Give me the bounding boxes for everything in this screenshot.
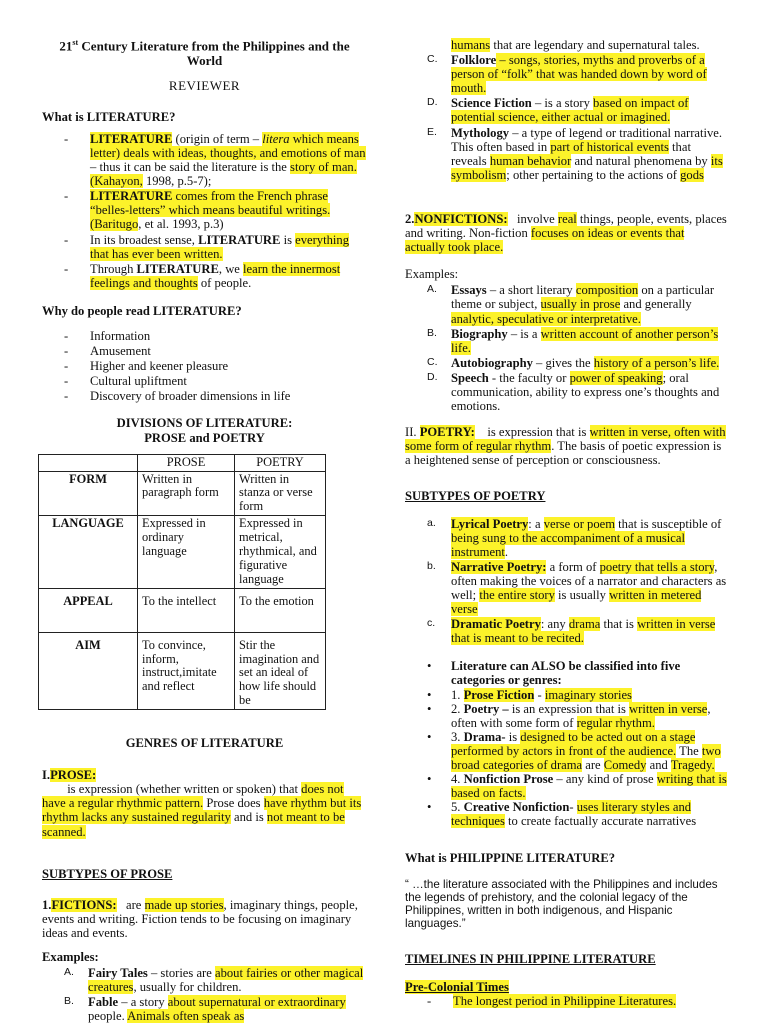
definition-item: - Through LITERATURE, we learn the innermost feelings and thoughts of people.	[42, 262, 367, 290]
poetry-subtype-item: b. Narrative Poetry: a form of poetry that tells a story, often making the voices of a narrator and characters as well; the entire story is usually written in metered verse	[427, 559, 727, 617]
column-header-poetry: POETRY	[235, 454, 326, 471]
fiction-examples-continued	[405, 38, 727, 182]
table-row: APPEAL To the intellect To the emotion	[39, 588, 326, 632]
table-row: AIM To convince, inform, instruct,imitate and reflect Stir the imagination and set an ideal of how life should be	[39, 632, 326, 709]
reason-item: - Discovery of broader dimensions in life	[42, 389, 367, 403]
question-why-read: Why do people read LITERATURE?	[42, 303, 242, 318]
reason-item: - Information	[42, 329, 367, 343]
genre-categories-list	[405, 659, 727, 828]
genre-item: • 1. Prose Fiction - imaginary stories	[405, 688, 727, 702]
definition-item: - In its broadest sense, LITERATURE is everything that has ever been written.	[42, 233, 367, 261]
table-row: LANGUAGE Expressed in ordinary language Expressed in metrical, rhythmical, and figurative language	[39, 516, 326, 588]
definition-item: - LITERATURE (origin of term – litera which means letter) deals with ideas, thoughts, and emotions of man – thus it can be said the literature is the story of man. (Kahayon, 1998, p.5-7);	[42, 132, 367, 188]
reasons-list	[42, 329, 367, 403]
left-column	[42, 0, 367, 1025]
subtypes-poetry-heading: SUBTYPES OF POETRY	[405, 489, 546, 504]
divisions-heading: DIVISIONS OF LITERATURE: PROSE and POETRY	[116, 416, 293, 445]
example-item: A. Essays – a short literary composition on a particular theme or subject, usually in prose and generally analytic, speculative or interpretative.	[427, 283, 715, 326]
philippine-literature-quote: “ …the literature associated with the Philippines and includes the legends of prehistory, and the colonial legacy of the Philippines, written in both indigenous, and Hispanic languages.”	[405, 877, 718, 930]
title-number: 21	[59, 38, 73, 54]
prose-poetry-table	[38, 454, 326, 710]
precolonial-item: - The longest period in Philippine Literatures.	[405, 994, 727, 1008]
nonfiction-examples	[405, 283, 727, 413]
table-corner	[39, 454, 138, 471]
genre-item: • 2. Poetry – is an expression that is written in verse, often with some form of regular rhythm.	[405, 702, 727, 730]
right-column	[405, 0, 727, 1009]
nonfictions-definition: 2.NONFICTIONS: involve real things, people, events, places and writing. Non-fiction focuses on ideas or events that actually took place.	[405, 211, 727, 255]
genre-item: • 3. Drama- is designed to be acted out on a stage performed by actors in front of the audience. The two broad categories of drama are Comedy and Tragedy.	[405, 730, 727, 772]
fictions-definition: 1.FICTIONS: are made up stories, imaginary things, people, events and writing. Fiction tends to be focusing on imaginary ideas and events.	[42, 897, 358, 940]
column-header-prose: PROSE	[138, 454, 235, 471]
prose-definition: I.PROSE: is expression (whether written or spoken) that does not have a regular rhythmic pattern. Prose does have rhythm but its rhythm lacks any sustained regularity and is not meant to be scanned.	[42, 768, 362, 839]
genres-heading: GENRES OF LITERATURE	[125, 736, 284, 751]
fiction-examples	[42, 966, 367, 1023]
example-item: D. Science Fiction – is a story based on impact of potential science, either actual or imagined.	[427, 96, 689, 125]
genre-item: • 5. Creative Nonfiction- uses literary styles and techniques to create factually accurate narratives	[405, 800, 727, 828]
example-item: D. Speech - the faculty or power of speaking; oral communication, ability to express one’s thoughts and emotions.	[427, 370, 720, 414]
reason-item: - Amusement	[42, 344, 367, 358]
examples-label: Examples:	[42, 950, 99, 965]
definition-item: - LITERATURE comes from the French phrase “belles-letters” which means beautiful writings. (Baritugo, et al. 1993, p.3)	[42, 189, 367, 231]
subtypes-prose-heading: SUBTYPES OF PROSE	[42, 866, 173, 881]
example-item: C. Folklore – songs, stories, myths and proverbs of a person of “folk” that was handed down by word of mouth.	[427, 53, 707, 96]
poetry-subtype-item: a. Lyrical Poetry: a verse or poem that is susceptible of being sung to the accompaniment of a musical instrument.	[427, 516, 722, 559]
question-what-is-literature: What is LITERATURE?	[42, 109, 176, 124]
examples-label: Examples:	[405, 267, 459, 282]
example-item: E. Mythology – a type of legend or traditional narrative. This often based in part of historical events that reveals human behavior and natural phenomena by its symbolism; other pertaining to the actions of gods	[427, 125, 723, 182]
title-superscript: st	[72, 38, 79, 47]
reason-item: - Higher and keener pleasure	[42, 359, 367, 373]
example-item: B. Fable – a story about supernatural or extraordinary people. Animals often speak as	[64, 995, 346, 1024]
title-text: Century Literature from the Philippines and the World	[78, 38, 350, 69]
poetry-definition: II. POETRY: is expression that is written in verse, often with some form of regular rhythm. The basis of poetic expression is a heightened sense of perception or consciousness.	[405, 425, 726, 468]
precolonial-list	[405, 994, 727, 1008]
genre-intro: • Literature can ALSO be classified into five categories or genres:	[405, 659, 727, 687]
document-title	[42, 38, 367, 69]
poetry-subtype-item: c. Dramatic Poetry: any drama that is written in verse that is meant to be recited.	[427, 617, 716, 646]
genre-item: • 4. Nonfiction Prose – any kind of prose writing that is based on facts.	[405, 772, 727, 800]
example-item: humans that are legendary and supernatural tales.	[451, 38, 700, 52]
timelines-heading: TIMELINES IN PHILIPPINE LITERATURE	[405, 951, 656, 966]
example-item: C. Autobiography – gives the history of a person’s life.	[427, 355, 720, 370]
document-subtitle: REVIEWER	[168, 78, 241, 94]
literature-definitions	[42, 132, 367, 290]
reason-item: - Cultural upliftment	[42, 374, 367, 388]
table-row: FORM Written in paragraph form Written in stanza or verse form	[39, 471, 326, 516]
example-item: B. Biography – is a written account of another person’s life.	[427, 326, 719, 355]
poetry-subtypes	[405, 517, 727, 646]
example-item: A. Fairy Tales – stories are about fairies or other magical creatures, usually for children.	[64, 966, 364, 995]
question-philippine-literature: What is PHILIPPINE LITERATURE?	[405, 850, 616, 865]
precolonial-heading: Pre-Colonial Times	[405, 979, 509, 994]
